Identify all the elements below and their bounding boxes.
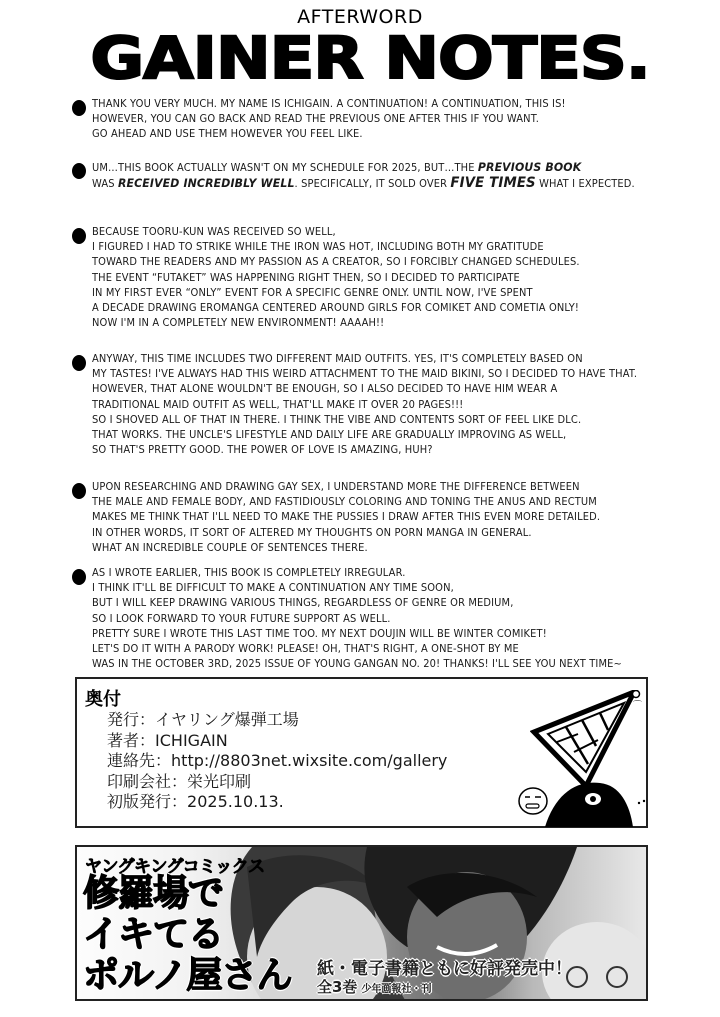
note-line [92,160,686,176]
afterword-kicker: AFTERWORD [297,6,423,28]
colophon-row [107,731,447,752]
colophon-row [107,710,447,731]
note-item [72,352,717,458]
note-segment: I THINK IT'LL BE DIFFICULT TO MAKE A CONTINUATION ANY TIME SOON, [92,582,454,595]
bullet-icon [72,100,86,116]
note-line [92,352,686,367]
note-line [92,127,686,142]
promo-publisher: 少年画報社・刊 [361,984,432,995]
colophon-separator: ： [139,710,156,729]
note-segment: THE EVENT “FUTAKET” WAS HAPPENING RIGHT THEN, SO I DECIDED TO PARTICIPATE [92,271,520,284]
promo-volume-count: 全3巻 [317,978,358,996]
emphasis-text: PREVIOUS BOOK [477,160,582,174]
note-item [72,225,717,331]
note-segment: SO THAT'S PRETTY GOOD. THE POWER OF LOVE IS AMAZING, HUH? [92,444,433,457]
note-segment: WHAT AN INCREDIBLE COUPLE OF SENTENCES THERE. [92,541,368,554]
note-segment: IN OTHER WORDS, IT SORT OF ALTERED MY THOUGHTS ON PORN MANGA IN GENERAL. [92,526,532,539]
note-line [92,176,686,192]
doodle-characters-icon [515,775,650,827]
note-line [92,657,686,672]
note-segment: THANK YOU VERY MUCH. MY NAME IS ICHIGAIN. A CONTINUATION! A CONTINUATION, THIS IS! [92,98,566,110]
note-text [92,97,717,143]
promo-series-label: ヤングキングコミックス [85,857,265,877]
colophon-rows [107,710,447,813]
note-segment: UM…THIS BOOK ACTUALLY WASN'T ON MY SCHEDULE FOR 2025, BUT…THE [92,162,478,174]
bullet-icon [72,355,86,371]
note-segment: HOWEVER, THAT ALONE WOULDN'T BE ENOUGH, SO I ALSO DECIDED TO HAVE HIM WEAR A [92,383,558,396]
note-segment: SO I SHOVED ALL OF THAT IN THERE. I THINK THE VIBE AND CONTENTS SORT OF FEEL LIKE DLC. [92,413,582,426]
note-line [92,316,686,331]
note-line [92,627,686,642]
note-line [92,112,686,127]
note-item [72,566,717,672]
note-line [92,526,686,541]
note-text [92,566,717,672]
note-text [92,160,717,192]
promo-title-line-1: 修羅場で [83,873,224,914]
note-segment: MAKES ME THINK THAT I'LL NEED TO MAKE THE PUSSIES I DRAW AFTER THIS EVEN MORE DETAILED. [92,511,601,524]
note-segment: ANYWAY, THIS TIME INCLUDES TWO DIFFERENT MAID OUTFITS. YES, IT'S COMPLETELY BASED ON [92,353,583,365]
note-line [92,301,686,316]
promo-banner [75,845,648,1001]
colophon-label: 著者 [107,730,140,750]
note-line [92,271,686,286]
colophon-row [107,792,447,813]
note-segment: LET'S DO IT WITH A PARODY WORK! PLEASE! OH, THAT'S RIGHT, A ONE-SHOT BY ME [92,643,519,656]
colophon-label: 連絡先 [107,751,156,770]
colophon-row [107,751,447,772]
colophon-label: 印刷会社 [107,771,172,791]
note-segment: UPON RESEARCHING AND DRAWING GAY SEX, I UNDERSTAND MORE THE DIFFERENCE BETWEEN [92,481,580,493]
colophon-separator: ： [171,771,188,791]
note-line [92,382,686,397]
note-line [92,566,686,581]
bullet-icon [72,569,86,585]
colophon-value: イヤリング爆弾工場 [155,710,299,729]
page-title: GAINER NOTES. [90,24,650,92]
note-segment: BUT I WILL KEEP DRAWING VARIOUS THINGS, REGARDLESS OF GENRE OR MEDIUM, [92,597,514,610]
note-segment: TOWARD THE READERS AND MY PASSION AS A CREATOR, SO I FORCIBLY CHANGED SCHEDULES. [92,256,580,269]
note-segment: BECAUSE TOORU-KUN WAS RECEIVED SO WELL, [92,226,336,238]
note-line [92,510,686,525]
colophon-label: 発行 [107,710,140,729]
note-segment: WAS IN THE OCTOBER 3RD, 2025 ISSUE OF YOUNG GANGAN NO. 20! THANKS! I'LL SEE YOU NEXT TIME~ [92,658,622,671]
promo-tagline: 紙・電子書籍ともに好評発売中！ [317,959,572,979]
colophon-separator: ： [139,730,156,750]
contact-url: http://8803net.wixsite.com/gallery [171,751,448,770]
note-line [92,367,686,382]
colophon-label: 初版発行 [107,792,172,811]
note-line [92,581,686,596]
note-line [92,225,686,240]
note-segment: IN MY FIRST EVER “ONLY” EVENT FOR A SPECIFIC GENRE ONLY. UNTIL NOW, I'VE SPENT [92,286,533,299]
note-text [92,480,717,556]
note-line [92,286,686,301]
note-segment: WAS [92,178,118,191]
note-line [92,398,686,413]
promo-title-line-2: イキてる [83,914,224,955]
colophon-value: ICHIGAIN [155,730,228,750]
bullet-icon [72,163,86,179]
note-line [92,541,686,556]
note-segment: AS I WROTE EARLIER, THIS BOOK IS COMPLETELY IRREGULAR. [92,567,406,579]
note-line [92,428,686,443]
note-segment: . SPECIFICALLY, IT SOLD OVER [294,178,451,191]
note-segment: PRETTY SURE I WROTE THIS LAST TIME TOO. MY NEXT DOUJIN WILL BE WINTER COMIKET! [92,627,547,640]
note-segment: GO AHEAD AND USE THEM HOWEVER YOU FEEL LIKE. [92,128,363,141]
note-line [92,255,686,270]
note-segment: THAT WORKS. THE UNCLE'S LIFESTYLE AND DAILY LIFE ARE GRADUALLY IMPROVING AS WELL, [92,429,567,442]
note-line [92,443,686,458]
colophon-separator: ： [155,751,172,770]
note-segment: A DECADE DRAWING EROMANGA CENTERED AROUND GIRLS FOR COMIKET AND COMETIA ONLY! [92,302,580,315]
note-item [72,97,717,143]
note-item [72,480,717,556]
note-text [92,352,717,458]
note-text [92,225,717,331]
note-segment: SO I LOOK FORWARD TO YOUR FUTURE SUPPORT AS WELL. [92,612,391,625]
note-segment: MY TASTES! I'VE ALWAYS HAD THIS WEIRD ATTACHMENT TO THE MAID BIKINI, SO I DECIDED TO HAVE THAT. [92,368,638,381]
colophon-value: 2025.10.13. [187,792,284,811]
bullet-icon [72,483,86,499]
note-segment: I FIGURED I HAD TO STRIKE WHILE THE IRON WAS HOT, INCLUDING BOTH MY GRATITUDE [92,241,544,254]
svg-text:⌒: ⌒ [633,701,643,711]
note-line [92,240,686,255]
bullet-icon [72,228,86,244]
note-segment: WHAT I EXPECTED. [535,178,635,191]
note-segment: TRADITIONAL MAID OUTFIT AS WELL, THAT'LL MAKE IT OVER 20 PAGES!!! [92,398,464,411]
note-line [92,97,686,112]
note-segment: NOW I'M IN A COMPLETELY NEW ENVIRONMENT! AAAAH!! [92,317,385,330]
note-line [92,413,686,428]
colophon-row [107,772,447,793]
colophon-heading: 奥付 [85,689,121,710]
promo-title-line-3: ポルノ屋さん [83,955,292,996]
note-line [92,480,686,495]
note-line [92,612,686,627]
emphasis-text: RECEIVED INCREDIBLY WELL [117,176,295,191]
promo-volumes [317,976,431,997]
note-line [92,596,686,611]
note-line [92,642,686,657]
colophon-value: 栄光印刷 [187,771,252,791]
colophon-separator: ： [171,792,188,811]
note-segment: HOWEVER, YOU CAN GO BACK AND READ THE PREVIOUS ONE AFTER THIS IF YOU WANT. [92,113,539,126]
note-item [72,160,717,192]
note-segment: THE MALE AND FEMALE BODY, AND FASTIDIOUSLY COLORING AND TONING THE ANUS AND RECTUM [92,496,597,509]
emphasis-text: FIVE TIMES [450,175,536,192]
note-line [92,495,686,510]
